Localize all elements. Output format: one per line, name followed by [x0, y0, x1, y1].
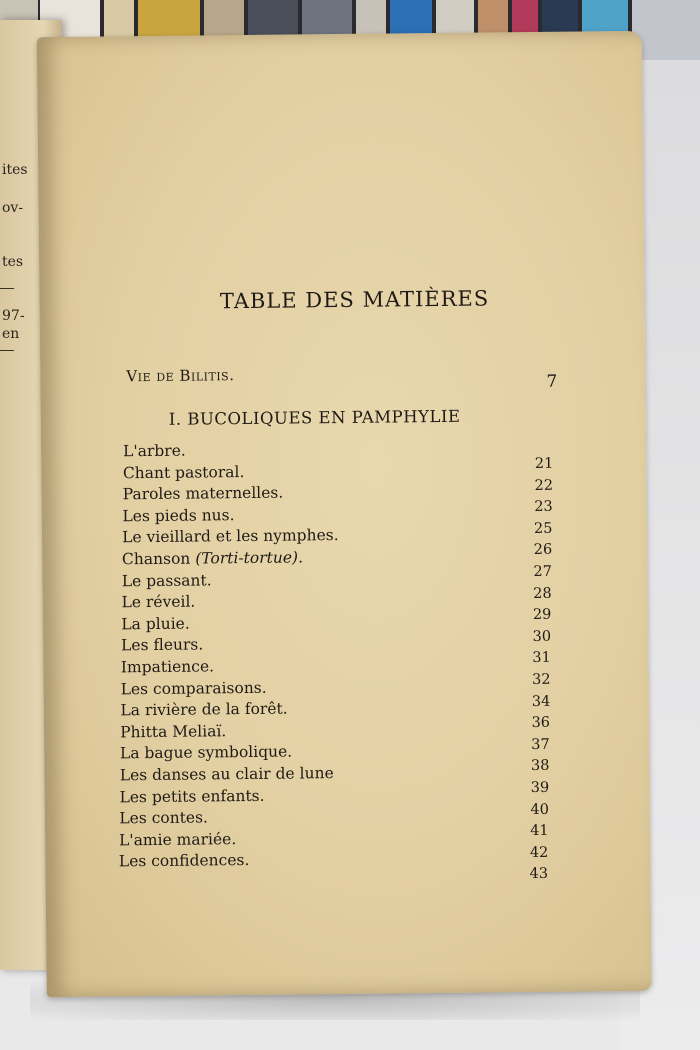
toc-entry: [119, 851, 250, 870]
toc-entry: [120, 764, 334, 784]
toc-page-number: 32: [532, 671, 551, 689]
toc-page-number: 31: [532, 650, 551, 667]
toc-entry-label: Chanson: [121, 549, 191, 569]
toc-entry: [119, 786, 264, 806]
toc-entry-label: Les confidences.: [118, 851, 250, 871]
toc-entry: [121, 614, 190, 633]
toc-entry: [123, 463, 245, 482]
toc-entry: [122, 526, 339, 546]
toc-entry: [121, 657, 214, 676]
toc-entry-label: Le passant.: [121, 570, 212, 590]
toc-page-number: 25: [533, 520, 553, 537]
toc-page-number: 27: [533, 563, 552, 580]
left-page-rule: [0, 350, 14, 351]
toc-page-number: 39: [530, 779, 550, 797]
toc-entry: [122, 548, 303, 568]
book-spine: [632, 0, 700, 60]
toc-entry: [121, 593, 195, 612]
toc-entry-tail: .: [297, 548, 304, 567]
toc-page-number: 21: [534, 455, 554, 472]
toc-entry-label: L'amie mariée.: [118, 829, 237, 850]
toc-page-number: 28: [533, 585, 552, 602]
toc-entry-label: Les fleurs.: [121, 635, 204, 655]
toc-page-number: 30: [532, 628, 552, 645]
toc-entry: [119, 830, 236, 849]
toc-entry-label: Phitta Meliaï.: [120, 722, 227, 742]
toc-entry-label: La bague symbolique.: [119, 742, 293, 763]
toc-page-number: 36: [531, 715, 551, 732]
toc-page-number: 34: [531, 693, 551, 710]
left-page-text: en: [2, 326, 20, 342]
intro-entry-page: 7: [546, 371, 558, 392]
toc-entry: [120, 700, 287, 720]
toc-entry-label: Les pieds nus.: [122, 505, 235, 526]
toc-entry-label: Impatience.: [120, 657, 215, 677]
toc-page-number: 23: [534, 498, 553, 516]
left-page-text: ov-: [2, 200, 24, 216]
toc-entry-label: La rivière de la forêt.: [120, 699, 288, 720]
toc-page-number: 43: [529, 866, 549, 883]
toc-entry-label: Les comparaisons.: [120, 678, 267, 698]
toc-entry-label: Les danses au clair de lune: [119, 764, 334, 785]
toc-entry: [120, 722, 226, 741]
toc-entry-label: L'arbre.: [123, 441, 186, 461]
toc-page-number: 42: [529, 844, 549, 861]
toc-page-number: 38: [530, 758, 550, 775]
toc-entry-italic: (Torti-tortue): [195, 548, 299, 568]
toc-page-number: 40: [530, 801, 549, 818]
toc-entry: [122, 506, 234, 525]
toc-entry-label: Le vieillard et les nymphes.: [122, 526, 339, 547]
toc-entry: [120, 743, 292, 763]
left-page-rule: [0, 288, 14, 289]
toc-entry-label: La pluie.: [121, 614, 190, 634]
section-heading: I. BUCOLIQUES EN PAMPHYLIE: [168, 406, 461, 429]
left-page-text: tes: [2, 254, 24, 270]
toc-page-number: 26: [533, 542, 553, 559]
toc-entry: [121, 636, 203, 655]
toc-page-number: 29: [532, 607, 552, 624]
page-title: TABLE DES MATIÈRES: [219, 286, 490, 314]
toc-entry: [119, 809, 208, 828]
toc-entry-label: Le réveil.: [121, 592, 196, 612]
toc-page-number: 37: [531, 736, 550, 753]
toc-page-number: 41: [530, 823, 549, 840]
table-of-contents-page: [37, 31, 652, 997]
left-page-text: 97-: [2, 308, 25, 324]
toc-entry: [122, 571, 212, 590]
toc-entry-label: Chant pastoral.: [122, 462, 245, 482]
toc-page-number: 22: [534, 477, 554, 494]
toc-entry-label: Les contes.: [119, 808, 209, 828]
left-page-text: ites: [2, 162, 28, 178]
toc-entry: [123, 484, 284, 504]
intro-entry-label: Vie de Bilitis.: [126, 366, 235, 386]
toc-entry-label: Paroles maternelles.: [122, 483, 284, 504]
toc-entry-label: Les petits enfants.: [119, 786, 265, 806]
toc-entry: [123, 442, 186, 461]
toc-entry: [121, 678, 267, 698]
